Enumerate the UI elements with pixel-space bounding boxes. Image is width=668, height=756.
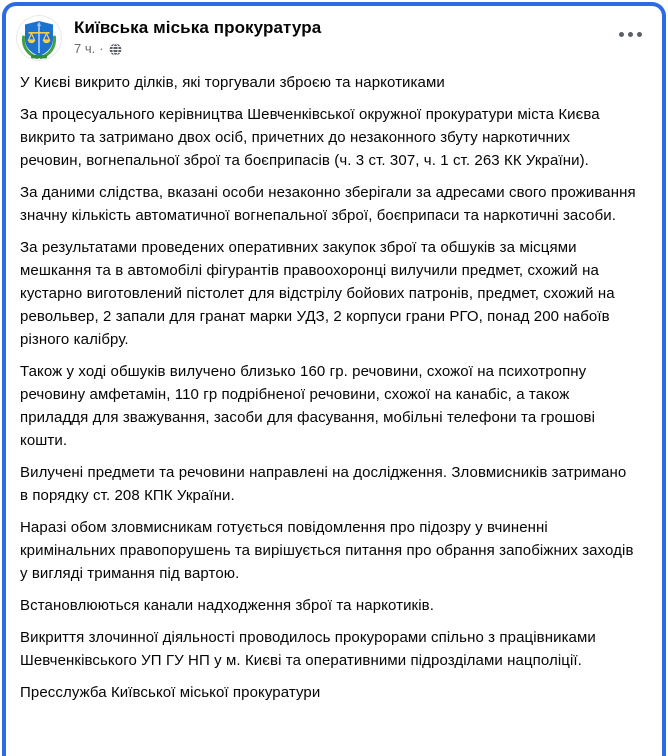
post-paragraph: Викриття злочинної діяльності проводилось прокурорами спільно з працівниками Шевченківського УП ГУ НП у м. Києві та оперативними підрозділами нацполіції. xyxy=(20,629,596,669)
post-paragraph: Наразі обом зловмисникам готується повідомлення про підозру у вчиненні кримінальних правопорушень та вирішується питання про обрання запобіжних заходів у вигляді тримання під вартою. xyxy=(20,519,634,582)
avatar[interactable] xyxy=(16,15,62,61)
meta-separator: · xyxy=(99,41,104,56)
post-paragraph: Встановлюються канали надходження зброї та наркотиків. xyxy=(20,597,434,614)
post-paragraph: Також у ході обшуків вилучено близько 160 гр. речовини, схожої на психотропну речовину амфетамін, 110 гр подрібненої речовини, схожої на канабіс, а також приладдя для зважування, засоби для фасування, мобільні телефони та грошові кошти. xyxy=(20,363,596,449)
facebook-post-card xyxy=(2,2,666,756)
post-header-text xyxy=(74,15,648,57)
timestamp-link[interactable]: 7 ч. xyxy=(74,41,96,56)
post-text xyxy=(6,65,662,704)
post-paragraph: Пресслужба Київської міської прокуратури xyxy=(20,684,321,701)
post-paragraph: За результатами проведених оперативних закупок зброї та обшуків за місцями мешкання та в автомобілі фігурантів правоохоронці вилучили предмет, схожий на кустарно виготовлений пістолет для відстрілу бойових патронів, предмет, схожий на револьвер, 2 запали для гранат марки УДЗ, 2 корпуси грани РГО, понад 200 набоїв різного калібру. xyxy=(20,239,615,348)
globe-icon xyxy=(109,43,122,56)
post-meta xyxy=(74,41,648,57)
post-options-ellipsis-icon[interactable] xyxy=(614,22,646,46)
post-paragraph: У Києві викрито ділків, які торгували зброєю та наркотиками xyxy=(20,74,445,91)
post-paragraph: За даними слідства, вказані особи незаконно зберігали за адресами свого проживання значну кількість автоматичної вогнепальної зброї, боєприпаси та наркотичні засоби. xyxy=(20,184,636,224)
post-paragraph: За процесуального керівництва Шевченківської окружної прокуратури міста Києва викрито та затримано двох осіб, причетних до незаконного збуту наркотичних речовин, вогнепальної зброї та боєприпасів (ч. 3 ст. 307, ч. 1 ст. 263 КК України). xyxy=(20,106,600,169)
post-paragraph: Вилучені предмети та речовини направлені на дослідження. Зловмисників затримано в порядку ст. 208 КПК України. xyxy=(20,464,627,504)
prosecutor-office-emblem-icon xyxy=(16,15,62,61)
page-name-link[interactable]: Київська міська прокуратура xyxy=(74,18,322,37)
post-header xyxy=(6,6,662,65)
